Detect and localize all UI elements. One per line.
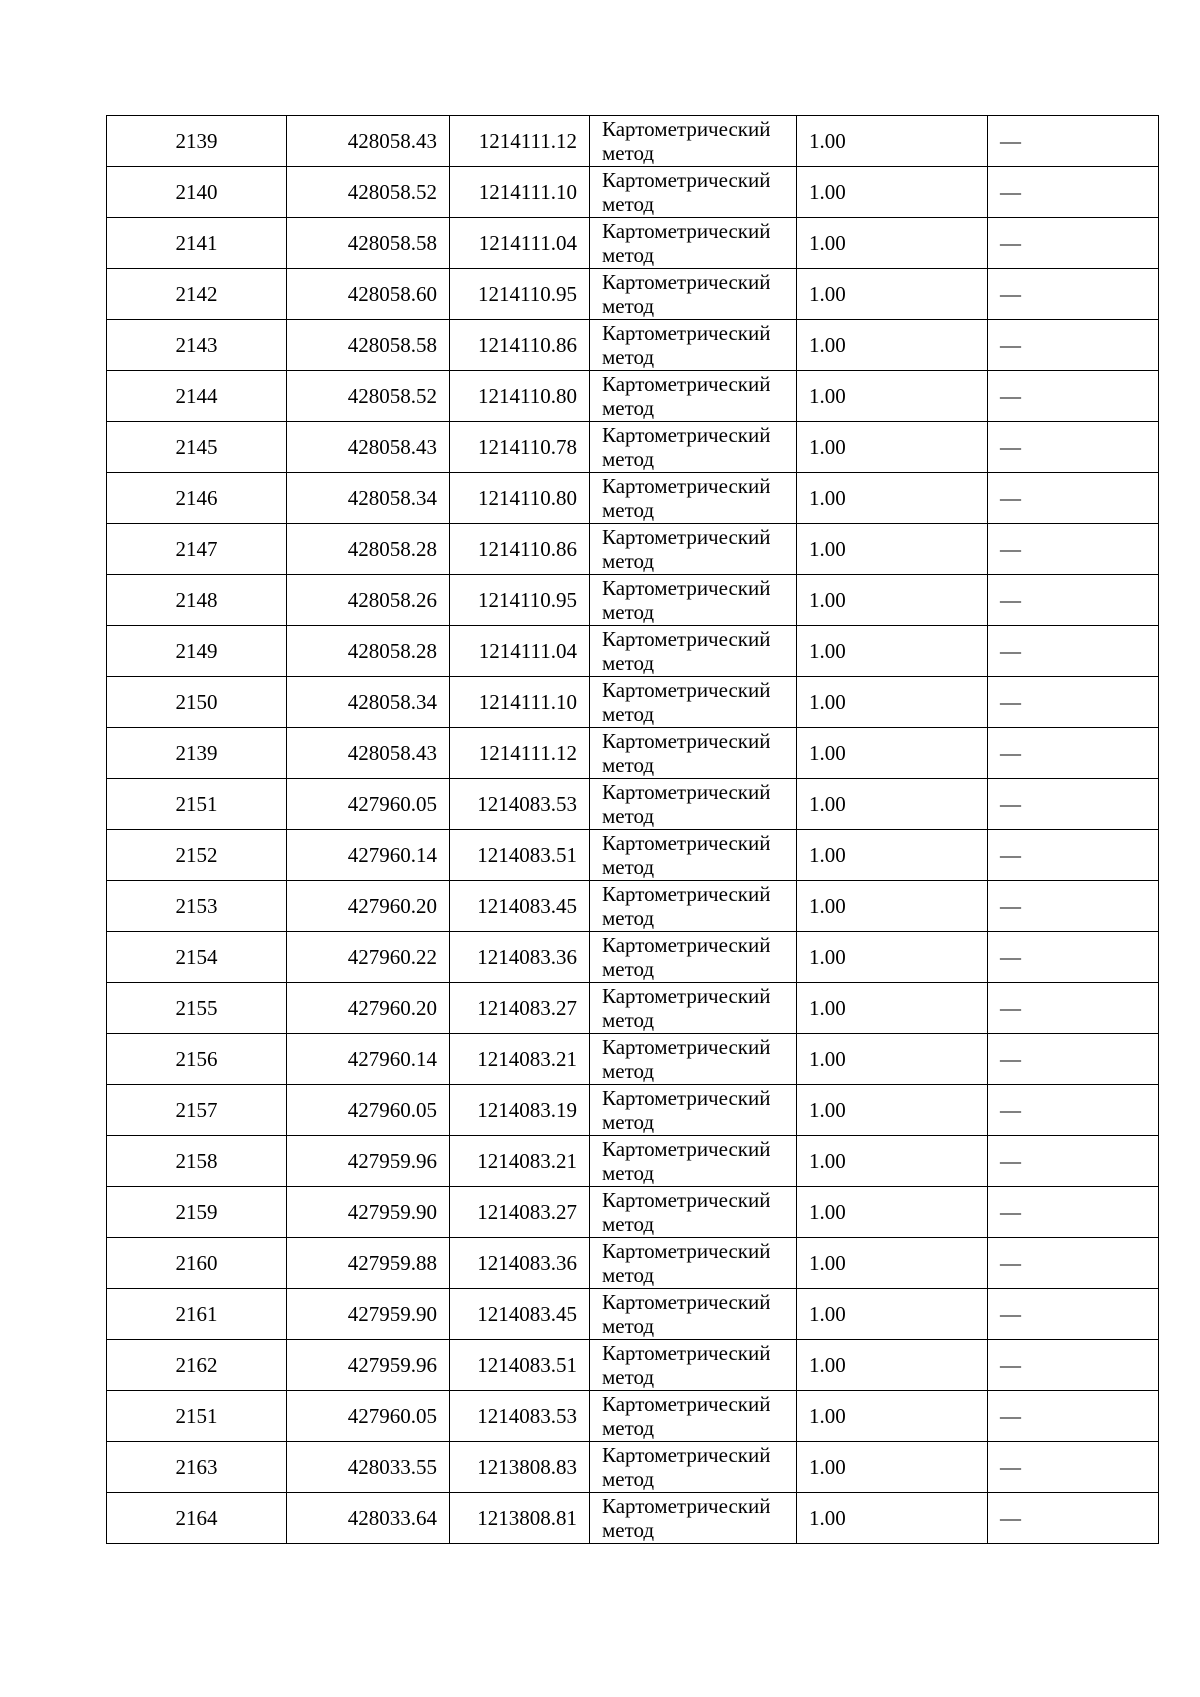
method-cell	[590, 881, 797, 932]
table-row	[107, 1085, 1159, 1136]
x-coordinate-cell: 427960.14	[287, 830, 450, 881]
method-cell	[590, 371, 797, 422]
table-row	[107, 1289, 1159, 1340]
method-text-line-1: Картометрический	[602, 1443, 771, 1467]
method-text-line-1: Картометрический	[602, 1137, 771, 1161]
y-coordinate-cell: 1214083.27	[450, 983, 590, 1034]
method-text-line-1: Картометрический	[602, 780, 771, 804]
point-number-cell: 2155	[107, 983, 287, 1034]
y-coordinate-cell: 1214083.51	[450, 830, 590, 881]
method-text-line-1: Картометрический	[602, 321, 771, 345]
x-coordinate-cell: 428058.52	[287, 371, 450, 422]
point-number-cell: 2162	[107, 1340, 287, 1391]
y-coordinate-cell: 1214111.10	[450, 167, 590, 218]
y-coordinate-cell: 1213808.81	[450, 1493, 590, 1544]
point-number-cell: 2140	[107, 167, 287, 218]
point-number-cell: 2149	[107, 626, 287, 677]
description-cell: —	[988, 473, 1159, 524]
y-coordinate-cell: 1214110.86	[450, 320, 590, 371]
x-coordinate-cell: 428058.58	[287, 320, 450, 371]
method-text-line-2: метод	[602, 1365, 655, 1389]
x-coordinate-cell: 427959.90	[287, 1187, 450, 1238]
table-row	[107, 116, 1159, 167]
method-cell	[590, 1187, 797, 1238]
point-number-cell: 2141	[107, 218, 287, 269]
method-cell	[590, 1238, 797, 1289]
y-coordinate-cell: 1214111.04	[450, 626, 590, 677]
method-text-line-2: метод	[602, 1263, 655, 1287]
x-coordinate-cell: 427960.05	[287, 1391, 450, 1442]
y-coordinate-cell: 1214111.04	[450, 218, 590, 269]
x-coordinate-cell: 428058.28	[287, 524, 450, 575]
x-coordinate-cell: 428058.60	[287, 269, 450, 320]
x-coordinate-cell: 427960.05	[287, 779, 450, 830]
method-text-line-1: Картометрический	[602, 576, 771, 600]
table-row	[107, 1136, 1159, 1187]
table-row	[107, 371, 1159, 422]
method-cell	[590, 932, 797, 983]
table-row	[107, 1442, 1159, 1493]
point-number-cell: 2160	[107, 1238, 287, 1289]
coordinates-table-body	[107, 116, 1159, 1544]
accuracy-cell: 1.00	[797, 677, 988, 728]
point-number-cell: 2148	[107, 575, 287, 626]
point-number-cell: 2143	[107, 320, 287, 371]
point-number-cell: 2151	[107, 779, 287, 830]
method-text-line-1: Картометрический	[602, 270, 771, 294]
method-text-line-2: метод	[602, 345, 655, 369]
method-cell	[590, 1034, 797, 1085]
accuracy-cell: 1.00	[797, 1187, 988, 1238]
method-text-line-1: Картометрический	[602, 219, 771, 243]
x-coordinate-cell: 427960.14	[287, 1034, 450, 1085]
table-row	[107, 422, 1159, 473]
point-number-cell: 2163	[107, 1442, 287, 1493]
y-coordinate-cell: 1214083.36	[450, 932, 590, 983]
table-row	[107, 677, 1159, 728]
y-coordinate-cell: 1213808.83	[450, 1442, 590, 1493]
description-cell: —	[988, 1034, 1159, 1085]
method-cell	[590, 218, 797, 269]
method-cell	[590, 983, 797, 1034]
accuracy-cell: 1.00	[797, 830, 988, 881]
table-row	[107, 1391, 1159, 1442]
method-text-line-1: Картометрический	[602, 831, 771, 855]
method-cell	[590, 626, 797, 677]
x-coordinate-cell: 428058.52	[287, 167, 450, 218]
method-text-line-2: метод	[602, 804, 655, 828]
method-text-line-1: Картометрический	[602, 678, 771, 702]
method-text-line-1: Картометрический	[602, 423, 771, 447]
y-coordinate-cell: 1214083.36	[450, 1238, 590, 1289]
point-number-cell: 2153	[107, 881, 287, 932]
description-cell: —	[988, 881, 1159, 932]
description-cell: —	[988, 932, 1159, 983]
accuracy-cell: 1.00	[797, 1391, 988, 1442]
method-text-line-2: метод	[602, 753, 655, 777]
method-cell	[590, 1391, 797, 1442]
y-coordinate-cell: 1214083.45	[450, 1289, 590, 1340]
accuracy-cell: 1.00	[797, 1289, 988, 1340]
method-text-line-1: Картометрический	[602, 1494, 771, 1518]
method-text-line-1: Картометрический	[602, 1392, 771, 1416]
x-coordinate-cell: 427959.90	[287, 1289, 450, 1340]
description-cell: —	[988, 524, 1159, 575]
method-text-line-1: Картометрический	[602, 984, 771, 1008]
description-cell: —	[988, 167, 1159, 218]
table-row	[107, 830, 1159, 881]
table-row	[107, 218, 1159, 269]
method-text-line-1: Картометрический	[602, 117, 771, 141]
description-cell: —	[988, 422, 1159, 473]
description-cell: —	[988, 116, 1159, 167]
description-cell: —	[988, 1187, 1159, 1238]
point-number-cell: 2139	[107, 116, 287, 167]
method-text-line-2: метод	[602, 447, 655, 471]
x-coordinate-cell: 428058.58	[287, 218, 450, 269]
method-cell	[590, 728, 797, 779]
accuracy-cell: 1.00	[797, 881, 988, 932]
description-cell: —	[988, 1391, 1159, 1442]
table-row	[107, 473, 1159, 524]
method-text-line-2: метод	[602, 1416, 655, 1440]
description-cell: —	[988, 830, 1159, 881]
method-text-line-2: метод	[602, 906, 655, 930]
table-row	[107, 269, 1159, 320]
description-cell: —	[988, 728, 1159, 779]
accuracy-cell: 1.00	[797, 575, 988, 626]
point-number-cell: 2161	[107, 1289, 287, 1340]
method-text-line-1: Картометрический	[602, 1188, 771, 1212]
point-number-cell: 2157	[107, 1085, 287, 1136]
point-number-cell: 2150	[107, 677, 287, 728]
method-cell	[590, 422, 797, 473]
method-text-line-2: метод	[602, 1518, 655, 1542]
y-coordinate-cell: 1214083.53	[450, 779, 590, 830]
method-text-line-2: метод	[602, 192, 655, 216]
accuracy-cell: 1.00	[797, 167, 988, 218]
table-row	[107, 1340, 1159, 1391]
point-number-cell: 2154	[107, 932, 287, 983]
method-text-line-1: Картометрический	[602, 1239, 771, 1263]
y-coordinate-cell: 1214083.27	[450, 1187, 590, 1238]
method-cell	[590, 575, 797, 626]
method-text-line-1: Картометрический	[602, 627, 771, 651]
description-cell: —	[988, 983, 1159, 1034]
method-cell	[590, 269, 797, 320]
method-text-line-2: метод	[602, 549, 655, 573]
point-number-cell: 2142	[107, 269, 287, 320]
x-coordinate-cell: 427959.96	[287, 1136, 450, 1187]
y-coordinate-cell: 1214083.45	[450, 881, 590, 932]
y-coordinate-cell: 1214111.12	[450, 728, 590, 779]
x-coordinate-cell: 428058.43	[287, 116, 450, 167]
method-cell	[590, 779, 797, 830]
x-coordinate-cell: 428058.34	[287, 473, 450, 524]
table-row	[107, 932, 1159, 983]
accuracy-cell: 1.00	[797, 932, 988, 983]
y-coordinate-cell: 1214110.95	[450, 575, 590, 626]
table-row	[107, 1187, 1159, 1238]
x-coordinate-cell: 427960.20	[287, 983, 450, 1034]
x-coordinate-cell: 428033.55	[287, 1442, 450, 1493]
method-text-line-2: метод	[602, 498, 655, 522]
method-cell	[590, 167, 797, 218]
method-cell	[590, 524, 797, 575]
accuracy-cell: 1.00	[797, 218, 988, 269]
method-text-line-1: Картометрический	[602, 729, 771, 753]
x-coordinate-cell: 427959.96	[287, 1340, 450, 1391]
table-row	[107, 1493, 1159, 1544]
method-text-line-2: метод	[602, 1161, 655, 1185]
table-row	[107, 320, 1159, 371]
method-cell	[590, 1442, 797, 1493]
method-cell	[590, 116, 797, 167]
method-text-line-2: метод	[602, 1008, 655, 1032]
y-coordinate-cell: 1214083.53	[450, 1391, 590, 1442]
accuracy-cell: 1.00	[797, 269, 988, 320]
method-cell	[590, 1289, 797, 1340]
table-row	[107, 728, 1159, 779]
y-coordinate-cell: 1214111.12	[450, 116, 590, 167]
y-coordinate-cell: 1214111.10	[450, 677, 590, 728]
method-text-line-1: Картометрический	[602, 1086, 771, 1110]
point-number-cell: 2145	[107, 422, 287, 473]
method-text-line-2: метод	[602, 957, 655, 981]
accuracy-cell: 1.00	[797, 473, 988, 524]
method-text-line-2: метод	[602, 1110, 655, 1134]
table-row	[107, 1034, 1159, 1085]
accuracy-cell: 1.00	[797, 371, 988, 422]
x-coordinate-cell: 428058.28	[287, 626, 450, 677]
y-coordinate-cell: 1214110.80	[450, 473, 590, 524]
point-number-cell: 2158	[107, 1136, 287, 1187]
method-text-line-2: метод	[602, 1059, 655, 1083]
table-row	[107, 779, 1159, 830]
description-cell: —	[988, 1085, 1159, 1136]
x-coordinate-cell: 428058.34	[287, 677, 450, 728]
method-cell	[590, 1493, 797, 1544]
table-row	[107, 1238, 1159, 1289]
y-coordinate-cell: 1214110.80	[450, 371, 590, 422]
method-text-line-1: Картометрический	[602, 525, 771, 549]
accuracy-cell: 1.00	[797, 1136, 988, 1187]
method-text-line-1: Картометрический	[602, 168, 771, 192]
method-cell	[590, 1136, 797, 1187]
description-cell: —	[988, 1238, 1159, 1289]
method-cell	[590, 320, 797, 371]
method-cell	[590, 830, 797, 881]
x-coordinate-cell: 428033.64	[287, 1493, 450, 1544]
table-row	[107, 881, 1159, 932]
x-coordinate-cell: 427960.20	[287, 881, 450, 932]
table-row	[107, 167, 1159, 218]
point-number-cell: 2146	[107, 473, 287, 524]
x-coordinate-cell: 428058.26	[287, 575, 450, 626]
point-number-cell: 2164	[107, 1493, 287, 1544]
method-cell	[590, 1085, 797, 1136]
accuracy-cell: 1.00	[797, 1493, 988, 1544]
method-text-line-1: Картометрический	[602, 1035, 771, 1059]
y-coordinate-cell: 1214083.21	[450, 1034, 590, 1085]
description-cell: —	[988, 371, 1159, 422]
description-cell: —	[988, 218, 1159, 269]
method-text-line-1: Картометрический	[602, 1290, 771, 1314]
accuracy-cell: 1.00	[797, 524, 988, 575]
method-text-line-2: метод	[602, 855, 655, 879]
point-number-cell: 2152	[107, 830, 287, 881]
accuracy-cell: 1.00	[797, 422, 988, 473]
y-coordinate-cell: 1214110.86	[450, 524, 590, 575]
y-coordinate-cell: 1214083.21	[450, 1136, 590, 1187]
accuracy-cell: 1.00	[797, 320, 988, 371]
x-coordinate-cell: 427960.05	[287, 1085, 450, 1136]
point-number-cell: 2159	[107, 1187, 287, 1238]
description-cell: —	[988, 1136, 1159, 1187]
accuracy-cell: 1.00	[797, 779, 988, 830]
accuracy-cell: 1.00	[797, 1034, 988, 1085]
description-cell: —	[988, 1289, 1159, 1340]
method-text-line-2: метод	[602, 702, 655, 726]
method-text-line-2: метод	[602, 294, 655, 318]
x-coordinate-cell: 427959.88	[287, 1238, 450, 1289]
table-row	[107, 626, 1159, 677]
y-coordinate-cell: 1214083.19	[450, 1085, 590, 1136]
description-cell: —	[988, 1340, 1159, 1391]
accuracy-cell: 1.00	[797, 728, 988, 779]
method-text-line-2: метод	[602, 1467, 655, 1491]
method-text-line-2: метод	[602, 1212, 655, 1236]
point-number-cell: 2139	[107, 728, 287, 779]
point-number-cell: 2151	[107, 1391, 287, 1442]
method-text-line-2: метод	[602, 600, 655, 624]
description-cell: —	[988, 269, 1159, 320]
table-row	[107, 524, 1159, 575]
method-text-line-2: метод	[602, 651, 655, 675]
x-coordinate-cell: 427960.22	[287, 932, 450, 983]
y-coordinate-cell: 1214110.78	[450, 422, 590, 473]
point-number-cell: 2156	[107, 1034, 287, 1085]
description-cell: —	[988, 779, 1159, 830]
accuracy-cell: 1.00	[797, 1340, 988, 1391]
description-cell: —	[988, 575, 1159, 626]
x-coordinate-cell: 428058.43	[287, 728, 450, 779]
description-cell: —	[988, 677, 1159, 728]
method-cell	[590, 473, 797, 524]
coordinates-table	[106, 115, 1159, 1544]
accuracy-cell: 1.00	[797, 1085, 988, 1136]
method-text-line-2: метод	[602, 396, 655, 420]
method-text-line-1: Картометрический	[602, 1341, 771, 1365]
y-coordinate-cell: 1214110.95	[450, 269, 590, 320]
method-text-line-1: Картометрический	[602, 933, 771, 957]
accuracy-cell: 1.00	[797, 116, 988, 167]
x-coordinate-cell: 428058.43	[287, 422, 450, 473]
method-text-line-2: метод	[602, 1314, 655, 1338]
method-cell	[590, 1340, 797, 1391]
point-number-cell: 2144	[107, 371, 287, 422]
point-number-cell: 2147	[107, 524, 287, 575]
description-cell: —	[988, 1493, 1159, 1544]
accuracy-cell: 1.00	[797, 983, 988, 1034]
y-coordinate-cell: 1214083.51	[450, 1340, 590, 1391]
table-row	[107, 983, 1159, 1034]
accuracy-cell: 1.00	[797, 626, 988, 677]
description-cell: —	[988, 1442, 1159, 1493]
description-cell: —	[988, 626, 1159, 677]
method-cell	[590, 677, 797, 728]
accuracy-cell: 1.00	[797, 1442, 988, 1493]
method-text-line-1: Картометрический	[602, 882, 771, 906]
method-text-line-1: Картометрический	[602, 372, 771, 396]
method-text-line-1: Картометрический	[602, 474, 771, 498]
table-row	[107, 575, 1159, 626]
description-cell: —	[988, 320, 1159, 371]
method-text-line-2: метод	[602, 243, 655, 267]
accuracy-cell: 1.00	[797, 1238, 988, 1289]
method-text-line-2: метод	[602, 141, 655, 165]
